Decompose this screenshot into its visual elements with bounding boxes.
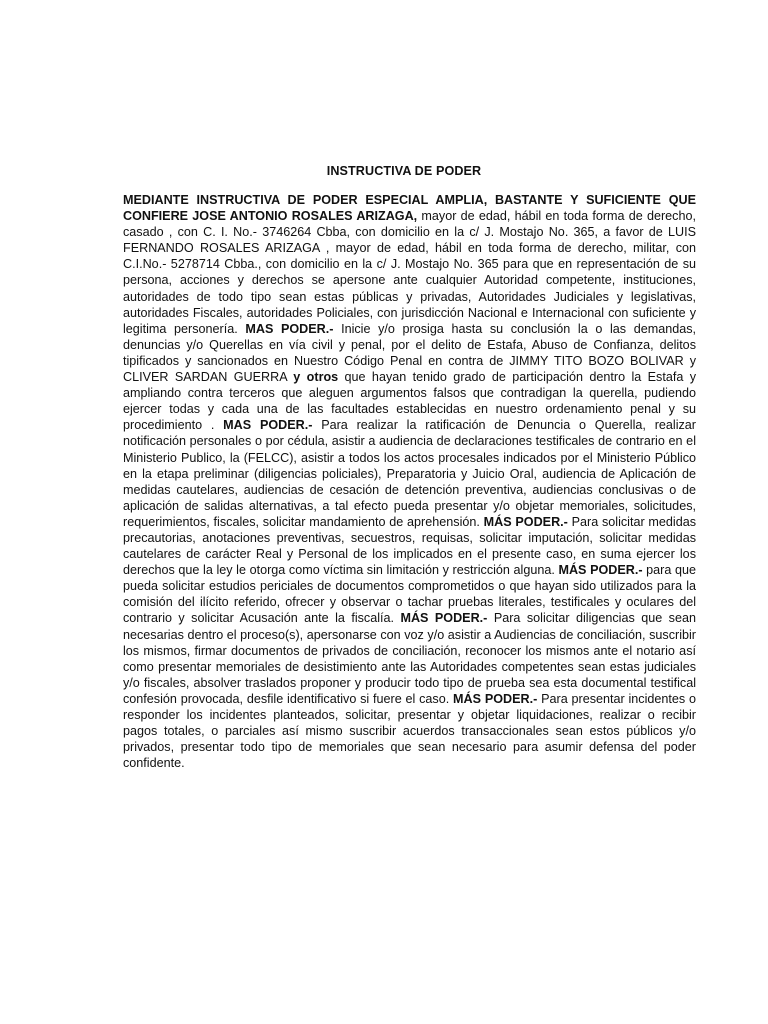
segment-5: que hayan tenido grado de participación dentro la Estafa y ampliando contra terceros que aleguen argumentos falsos que contradigan la querella, pudiendo ejercer todas y cada una de las facultades establecidas en nuestro ordenamiento penal y su procedimiento . bbox=[123, 370, 696, 433]
segment-13: Para solicitar diligencias que sean necesarias dentro el proceso(s), apersonarse con voz y/o asistir a Audiencias de conciliación, suscribir los mismos, firmar documentos de privados de conciliación, reconocer los mismos ante el notario así como presentar memoriales de desistimiento ante las Autoridades competentes sean estas judiciales y/o fiscales, absolver traslados proponer y producir todo tipo de prueba sea esta documental testifical confesión provocada, desfile identificativo si fuere el caso. bbox=[123, 611, 696, 706]
segment-9: Para solicitar medidas precautorias, anotaciones preventivas, secuestros, requisas, solicitar imputación, solicitar medidas cautelares de carácter Real y Personal de los implicados en el presente caso, en suma ejercer los derechos que la ley le otorga como víctima sin limitación y restricción alguna. bbox=[123, 514, 697, 578]
document-body bbox=[123, 192, 696, 771]
segment-0: MEDIANTE INSTRUCTIVA DE PODER ESPECIAL AMPLIA, BASTANTE Y SUFICIENTE QUE CONFIERE JOSE ANTONIO ROSALES ARIZAGA, bbox=[123, 193, 696, 224]
segment-2: MAS PODER.- bbox=[245, 321, 334, 336]
segment-14: MÁS PODER.- bbox=[453, 691, 538, 706]
segment-6: MAS PODER.- bbox=[223, 418, 313, 433]
document-title: INSTRUCTIVA DE PODER bbox=[326, 164, 482, 178]
segment-12: MÁS PODER.- bbox=[400, 611, 488, 626]
segment-3: Inicie y/o prosiga hasta su conclusión la o las demandas, denuncias y/o Querellas en vía civil y penal, por el delito de Estafa, Abuso de Confianza, delitos tipificados y sancionados en Nuestro Código Penal en contra de JIMMY TITO BOZO BOLIVAR y CLIVER SARDAN GUERRA bbox=[123, 321, 697, 385]
segment-10: MÁS PODER.- bbox=[558, 563, 643, 578]
segment-7: Para realizar la ratificación de Denuncia o Querella, realizar notificación personales o por cédula, asistir a audiencia de declaraciones testificales de contrario en el Ministerio Publico, la (FELCC), asistir a todos los actos procesales indicados por el Ministerio Público en la etapa preliminar (diligencias policiales), Preparatoria y Juicio Oral, audiencia de Aplicación de medidas cautelares, audiencias de cesación de detención preventiva, audiencias conclusivas o de aplicación de salidas alternativas, a tal efecto pueda presentar y/o objetar memoriales, solicitudes, requerimientos, fiscales, solicitar mandamiento de aprehensión. bbox=[123, 418, 696, 529]
segment-15: Para presentar incidentes o responder los incidentes planteados, solicitar, presentar y objetar liquidaciones, realizar o recibir pagos totales, o parciales así mismo suscribir acuerdos transaccionales sean estos públicos y/o privados, presentar todo tipo de memoriales que sean necesario para asumir defensa del poder confidente. bbox=[123, 691, 697, 771]
segment-11: para que pueda solicitar estudios periciales de documentos comprometidos o que hayan sido utilizados para la comisión del ilícito referido, ofrecer y observar o tachar pruebas literales, testificales y oculares del contrario y solicitar Acusación ante la fiscalía. bbox=[123, 563, 696, 626]
segment-1: mayor de edad, hábil en toda forma de derecho, casado , con C. I. No.- 3746264 Cbba, con domicilio en la c/ J. Mostajo No. 365, a favor de LUIS FERNANDO ROSALES ARIZAGA , mayor de edad, hábil en toda forma de derecho, militar, con C.I.No.- 5278714 Cbba., con domicilio en la c/ J. Mostajo No. 365 para que en representación de su persona, acciones y derechos se apersone ante cualquier Autoridad competente, instituciones, autoridades de todo tipo sean estas públicas y privadas, Autoridades Judiciales y legislativas, autoridades Fiscales, autoridades Policiales, con jurisdicción Nacional e Internacional con suficiente y legitima personería. bbox=[123, 209, 696, 336]
segment-8: MÁS PODER.- bbox=[483, 514, 568, 529]
segment-4: y otros bbox=[293, 370, 339, 385]
